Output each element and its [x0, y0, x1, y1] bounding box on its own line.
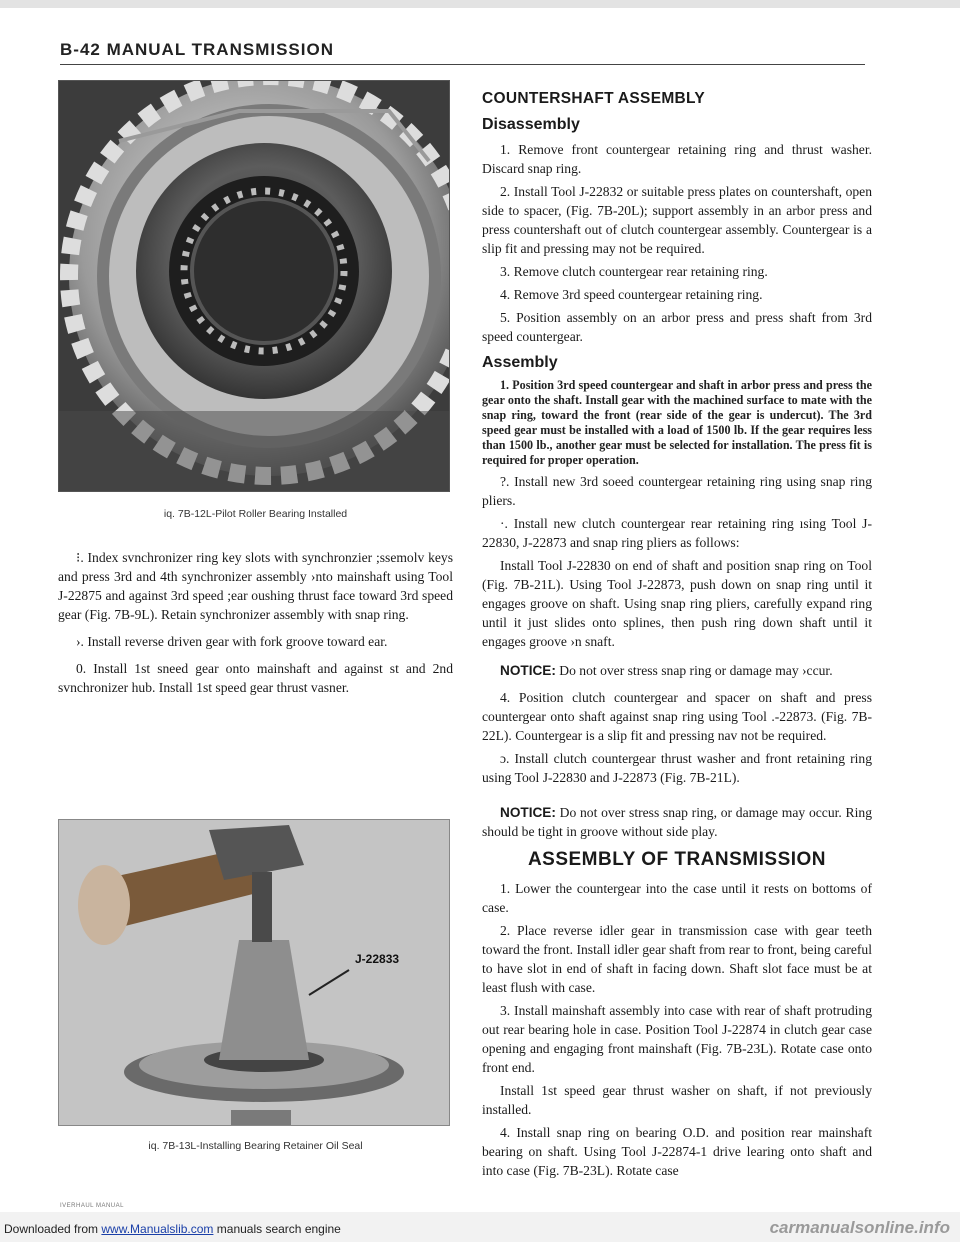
figure-caption: iq. 7B-12L-Pilot Roller Bearing Installed: [163, 508, 348, 520]
notice-text: Do not over stress snap ring or damage may ›ccur.: [555, 663, 833, 678]
transmission-step: 4. Install snap ring on bearing O.D. and position rear mainshaft bearing on shaft. Using Tool J-22874-1 drive learing onto shaft and into case (Fig. 7B-23L). Rotate case: [482, 1125, 872, 1178]
manualslib-link[interactable]: www.Manualslib.com: [101, 1222, 214, 1236]
figure-bearing-retainer-oil-seal: [58, 819, 450, 1126]
top-edge-bar: [0, 0, 960, 8]
notice-block: [482, 661, 872, 680]
left-step-reverse: ›. Install reverse driven gear with fork groove toward ear.: [76, 634, 388, 649]
footer-prefix: Downloaded from: [4, 1222, 102, 1236]
gear-photo: [59, 81, 449, 491]
assembly-step: ɔ. Install clutch countergear thrust washer and front retaining ring using Tool J-22830 and J-22873 (Fig. 7B-21L).: [482, 751, 872, 785]
seal-installer-photo: [59, 820, 449, 1125]
transmission-step: 3. Install mainshaft assembly into case with rear of shaft protruding out rear bearing hole in case. Position Tool J-22874 in clutch gear case opening and engaging front mainshaft (Fig. 7B-23L). Rotate case onto front end.: [482, 1003, 872, 1075]
disassembly-step: 3. Remove clutch countergear rear retaining ring.: [500, 264, 768, 279]
transmission-step: Install 1st speed gear thrust washer on shaft, if not previously installed.: [482, 1083, 872, 1117]
left-step-10: 0. Install 1st sneed gear onto mainshaft and against st and 2nd svnchronizer hub. Install 1st speed gear thrust vasner.: [58, 661, 453, 695]
left-column: [58, 80, 453, 1152]
subsection-title: Disassembly: [482, 116, 580, 133]
header-rule: [60, 64, 865, 65]
notice-text: Do not over stress snap ring, or damage may occur. Ring should be tight in groove without side play.: [482, 805, 872, 839]
notice-label: NOTICE:: [500, 663, 556, 678]
download-footer: [4, 1222, 341, 1236]
notice-block: [482, 803, 872, 841]
footer-suffix: manuals search engine: [213, 1222, 341, 1236]
transmission-step: 1. Lower the countergear into the case until it rests on bottoms of case.: [482, 881, 872, 915]
assembly-step: ?. Install new 3rd soeed countergear retaining ring using snap ring pliers.: [482, 474, 872, 508]
transmission-step: 2. Place reverse idler gear in transmission case with gear teeth toward the front. Install idler gear shaft from rear to front, being careful to have slot in end of shaft in facing down. Shaft slot face must be at least flush with case.: [482, 923, 872, 995]
disassembly-step: 4. Remove 3rd speed countergear retaining ring.: [500, 287, 763, 302]
assembly-step-1: 1. Position 3rd speed countergear and shaft in arbor press and press the gear onto the shaft. Install gear with the machined surface to mate with the snap ring, toward the front (rear side of the gear is undercut). The 3rd speed gear must be installed with a load of 1500 lb. If the gear requires less than 1500 lb., another gear must be selected for installation. The press fit is required for proper operation.: [482, 378, 872, 467]
left-step-9: ⁝. Index svnchronizer ring key slots with synchronzier ;ssemolv keys and press 3rd and 4th synchronizer assembly ›nto mainshaft using Tool J-22875 and against 3rd speed ;ear oushing thrust face toward 3rd speed gear (Fig. 7B-9L). Retain synchronizer assembly with snap ring.: [58, 550, 453, 622]
notice-label: NOTICE:: [500, 805, 556, 820]
manual-mark: IVERHAUL MANUAL: [60, 1203, 124, 1209]
section-title: COUNTERSHAFT ASSEMBLY: [482, 90, 706, 107]
subsection-title: Assembly: [482, 354, 558, 371]
disassembly-step: 5. Position assembly on an arbor press and press shaft from 3rd speed countergear.: [482, 310, 872, 344]
disassembly-step: 2. Install Tool J-22832 or suitable press plates on countershaft, open side to spacer, (Fig. 7B-20L); support assembly in an arbor press and press countershaft out of clutch countergear assembly. Countergear is a slip fit and pressing may not be required.: [482, 184, 872, 256]
section-title: ASSEMBLY OF TRANSMISSION: [527, 849, 827, 870]
figure-pilot-roller-bearing: [58, 80, 450, 492]
page-title: B-42 MANUAL TRANSMISSION: [60, 40, 334, 59]
tool-label: J-22833: [355, 952, 400, 966]
assembly-step: Install Tool J-22830 on end of shaft and position snap ring on Tool (Fig. 7B-21L). Using Tool J-22873, push down on snap ring until it engages groove on shaft. Using snap ring pliers, carefully expand ring until it just slides onto splines, then push ring down shaft until it engages groove ›n snaft.: [482, 558, 872, 649]
figure-caption: iq. 7B-13L-Installing Bearing Retainer Oil Seal: [148, 1140, 363, 1152]
right-column: [482, 82, 872, 1184]
disassembly-step: 1. Remove front countergear retaining ring and thrust washer. Discard snap ring.: [482, 142, 872, 176]
assembly-step: 4. Position clutch countergear and spacer on shaft and press countergear onto shaft against snap ring using Tool .-22873. (Fig. 7B-22L). Countergear is a slip fit and pressing nav not be required.: [482, 690, 872, 743]
watermark: carmanualsonline.info: [769, 1218, 950, 1237]
assembly-step: ·. Install new clutch countergear rear retaining ring ısing Tool J-22830, J-22873 and snap ring pliers as follows:: [482, 516, 872, 550]
